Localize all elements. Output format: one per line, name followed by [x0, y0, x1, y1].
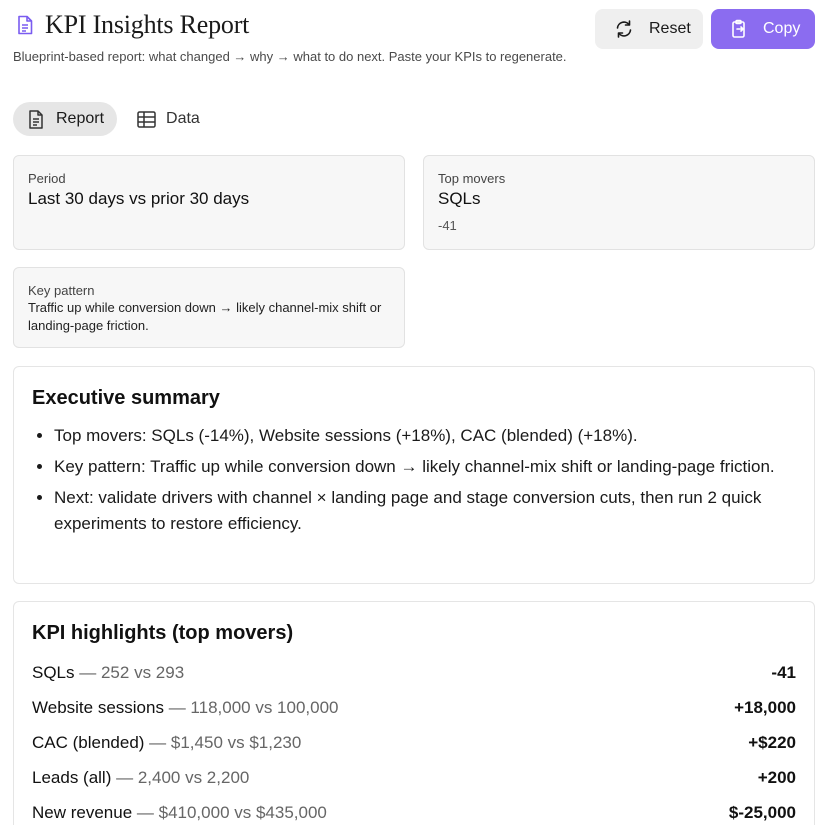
top-movers-value: SQLs — [438, 189, 481, 208]
kpi-row — [32, 690, 796, 725]
kpi-name: Leads (all) — [32, 767, 112, 787]
top-movers-delta: -41 — [438, 218, 457, 233]
kpi-row — [32, 760, 796, 795]
page-subtitle: Blueprint-based report: what changed → why → what to do next. Paste your KPIs to regenerate. — [13, 49, 567, 64]
list-item: • Top movers: SQLs (-14%), Website sessions (+18%), CAC (blended) (+18%). — [54, 423, 796, 449]
top-movers-label: Top movers — [438, 171, 506, 186]
refresh-icon — [613, 18, 635, 40]
kpi-compare: — 118,000 vs 100,000 — [163, 697, 339, 717]
clipboard-icon — [728, 18, 750, 40]
kpi-row — [32, 655, 796, 690]
key-pattern-label: Key pattern — [28, 283, 95, 298]
document-icon — [13, 13, 37, 37]
period-value: Last 30 days vs prior 30 days — [28, 189, 250, 208]
kpi-compare: — 2,400 vs 2,200 — [111, 767, 250, 787]
kpi-row — [32, 725, 796, 760]
kpi-highlights-panel — [13, 601, 815, 825]
kpi-list — [32, 655, 796, 825]
reset-label: Reset — [649, 20, 691, 37]
tab-report[interactable] — [13, 102, 117, 136]
document-icon — [26, 109, 46, 129]
executive-summary-panel — [13, 366, 815, 584]
copy-button[interactable] — [711, 9, 815, 49]
kpi-name: SQLs — [32, 662, 75, 682]
tab-report-label: Report — [56, 110, 105, 127]
view-tabs — [13, 102, 213, 136]
reset-button[interactable] — [595, 9, 703, 49]
kpi-name: Website sessions — [32, 697, 164, 717]
table-icon — [136, 109, 156, 129]
kpi-delta: $-25,000 — [728, 802, 796, 822]
list-item: • Next: validate drivers with channel × landing page and stage conversion cuts, then run 2 quick experiments to restore efficiency. — [54, 485, 796, 537]
kpi-highlights-heading: KPI highlights (top movers) — [32, 622, 294, 644]
list-item: • Key pattern: Traffic up while conversion down → likely channel-mix shift or landing-page friction. — [54, 454, 796, 480]
executive-summary-heading: Executive summary — [32, 387, 220, 409]
tab-data-label: Data — [166, 110, 200, 127]
copy-label: Copy — [763, 20, 801, 37]
kpi-compare: — $1,450 vs $1,230 — [144, 732, 302, 752]
kpi-name: New revenue — [32, 802, 133, 822]
kpi-delta: +$220 — [748, 732, 796, 752]
kpi-delta: +200 — [757, 767, 796, 787]
kpi-delta: +18,000 — [734, 697, 796, 717]
kpi-compare: — $410,000 vs $435,000 — [132, 802, 327, 822]
period-label: Period — [28, 171, 66, 186]
kpi-delta: -41 — [771, 662, 796, 682]
tab-data[interactable] — [123, 102, 213, 136]
period-card — [13, 155, 405, 250]
kpi-compare: — 252 vs 293 — [74, 662, 185, 682]
key-pattern-text: Traffic up while conversion down → likely channel-mix shift or landing-page friction. — [28, 300, 382, 333]
top-movers-card — [423, 155, 815, 250]
executive-summary-list — [32, 423, 796, 537]
key-pattern-card — [13, 267, 405, 348]
kpi-name: CAC (blended) — [32, 732, 145, 752]
page-title: KPI Insights Report — [45, 10, 250, 39]
kpi-row — [32, 795, 796, 825]
